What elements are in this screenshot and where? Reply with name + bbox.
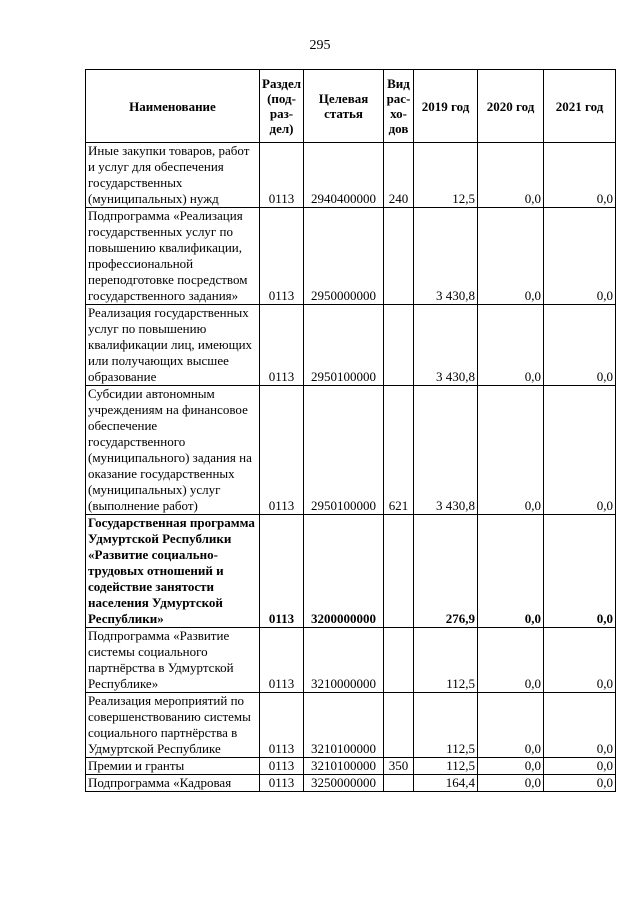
row-type: 350 [384, 758, 414, 775]
row-2019: 164,4 [414, 775, 478, 792]
row-name: Государственная программа Удмуртской Республики «Развитие социально-трудовых отношений и содействие занятости населения Удмуртской Республики» [86, 515, 260, 628]
row-2021: 0,0 [544, 758, 616, 775]
row-name: Премии и гранты [86, 758, 260, 775]
row-2019: 3 430,8 [414, 208, 478, 305]
row-2019: 112,5 [414, 693, 478, 758]
row-article: 2950100000 [304, 305, 384, 386]
row-2019: 276,9 [414, 515, 478, 628]
page-number: 295 [309, 38, 331, 53]
row-section: 0113 [260, 758, 304, 775]
header-section: Раздел (под- раз- дел) [260, 70, 304, 143]
row-2020: 0,0 [478, 208, 544, 305]
row-2021: 0,0 [544, 775, 616, 792]
table-row [86, 386, 616, 515]
row-name: Подпрограмма «Развитие системы социального партнёрства в Удмуртской Республике» [86, 628, 260, 693]
header-article: Целевая статья [304, 70, 384, 143]
row-section: 0113 [260, 386, 304, 515]
header-name: Наименование [86, 70, 260, 143]
row-2020: 0,0 [478, 515, 544, 628]
row-article: 2940400000 [304, 143, 384, 208]
row-type [384, 515, 414, 628]
table-row [86, 628, 616, 693]
row-name: Реализация государственных услуг по повышению квалификации лиц, имеющих или получающих высшее образование [86, 305, 260, 386]
header-type: Вид рас- хо- дов [384, 70, 414, 143]
row-2020: 0,0 [478, 775, 544, 792]
table-row [86, 515, 616, 628]
row-name: Подпрограмма «Реализация государственных услуг по повышению квалификации, профессиональной переподготовке посредством государственного задания» [86, 208, 260, 305]
row-section: 0113 [260, 515, 304, 628]
row-type [384, 305, 414, 386]
row-2020: 0,0 [478, 386, 544, 515]
header-2021: 2021 год [544, 70, 616, 143]
row-2019: 112,5 [414, 758, 478, 775]
row-name: Подпрограмма «Кадровая [86, 775, 260, 792]
table-row [86, 143, 616, 208]
row-article: 2950100000 [304, 386, 384, 515]
row-section: 0113 [260, 693, 304, 758]
row-section: 0113 [260, 305, 304, 386]
row-section: 0113 [260, 143, 304, 208]
row-2019: 3 430,8 [414, 305, 478, 386]
row-section: 0113 [260, 208, 304, 305]
budget-table [85, 69, 616, 792]
row-type [384, 693, 414, 758]
row-article: 3210000000 [304, 628, 384, 693]
table-row [86, 693, 616, 758]
row-2020: 0,0 [478, 628, 544, 693]
row-section: 0113 [260, 628, 304, 693]
row-type [384, 628, 414, 693]
row-article: 3210100000 [304, 693, 384, 758]
table-row [86, 758, 616, 775]
row-name: Субсидии автономным учреждениям на финансовое обеспечение государственного (муниципального) задания на оказание государственных (муниципальных) услуг (выполнение работ) [86, 386, 260, 515]
row-article: 3210100000 [304, 758, 384, 775]
row-type: 240 [384, 143, 414, 208]
header-row [86, 70, 616, 143]
row-2021: 0,0 [544, 693, 616, 758]
row-2021: 0,0 [544, 305, 616, 386]
row-type [384, 775, 414, 792]
row-2021: 0,0 [544, 515, 616, 628]
row-2021: 0,0 [544, 143, 616, 208]
row-2020: 0,0 [478, 693, 544, 758]
row-2021: 0,0 [544, 386, 616, 515]
row-2019: 112,5 [414, 628, 478, 693]
header-2020: 2020 год [478, 70, 544, 143]
table-row [86, 305, 616, 386]
row-2019: 12,5 [414, 143, 478, 208]
row-article: 3250000000 [304, 775, 384, 792]
row-2019: 3 430,8 [414, 386, 478, 515]
row-type [384, 208, 414, 305]
row-name: Реализация мероприятий по совершенствованию системы социального партнёрства в Удмуртской Республике [86, 693, 260, 758]
row-article: 2950000000 [304, 208, 384, 305]
row-article: 3200000000 [304, 515, 384, 628]
row-2020: 0,0 [478, 143, 544, 208]
table-row [86, 208, 616, 305]
header-2019: 2019 год [414, 70, 478, 143]
row-type: 621 [384, 386, 414, 515]
row-2020: 0,0 [478, 758, 544, 775]
row-2021: 0,0 [544, 208, 616, 305]
row-2021: 0,0 [544, 628, 616, 693]
row-name: Иные закупки товаров, работ и услуг для обеспечения государственных (муниципальных) нужд [86, 143, 260, 208]
table-row [86, 775, 616, 792]
row-section: 0113 [260, 775, 304, 792]
row-2020: 0,0 [478, 305, 544, 386]
